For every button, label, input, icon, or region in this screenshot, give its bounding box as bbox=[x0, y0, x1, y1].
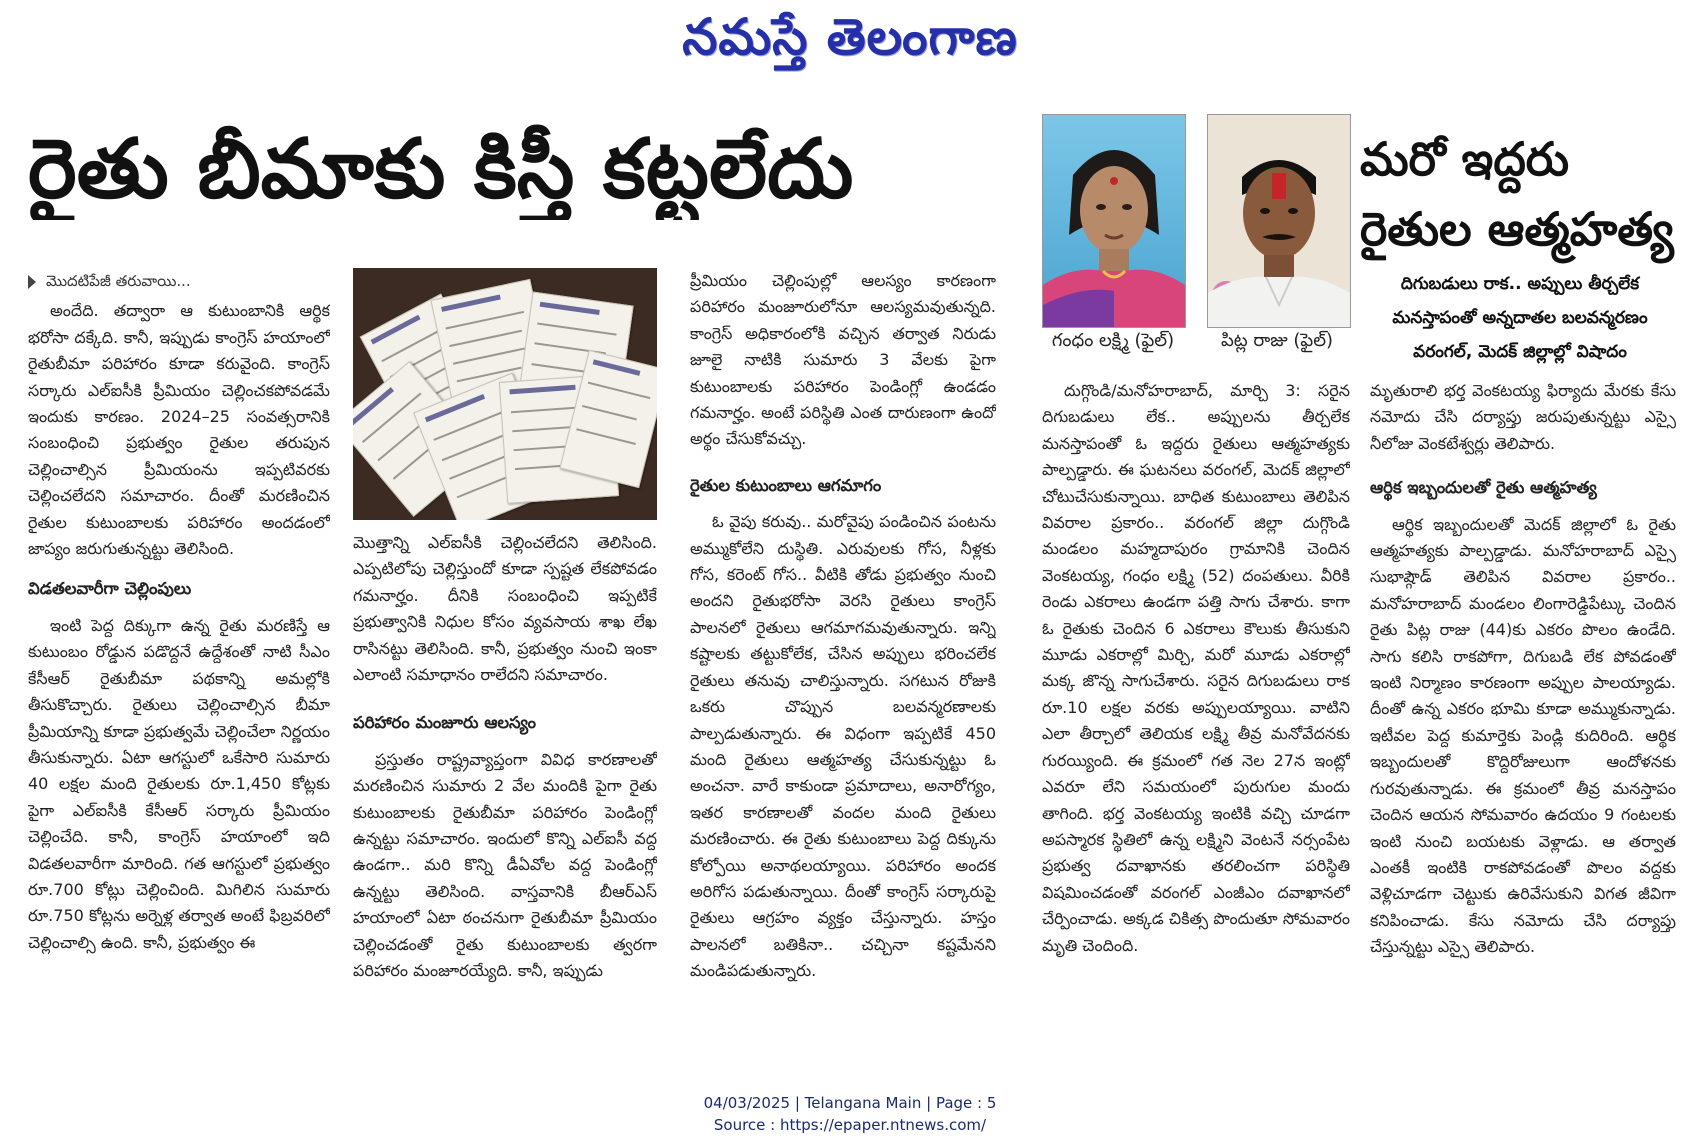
article-column-1 bbox=[28, 268, 330, 1068]
article-column-2 bbox=[353, 530, 657, 1070]
col3-paragraph-2: ఓ వైపు కరువు.. మరోవైపు పండించిన పంటను అమ్ముకోలేని దుస్థితి. ఎరువులకు గోస, నీళ్లకు గోస, కరెంట్ గోస.. వీటికి తోడు ప్రభుత్వం నుంచి అందని రైతుభరోసా వెరసి రైతులు కాంగ్రెస్ పాలనలో రైతులు ఆగమాగమవుతున్నారు. ఇన్ని కష్టాలకు తట్టుకోలేక, చేసిన అప్పులు భరించలేక రైతులు తనువు చాలిస్తున్నారు. సగటున రోజుకి ఒకరు చొప్పున బలవన్మరణాలకు పాల్పడుతున్నారు. ఈ విధంగా ఇప్పటికే 450 మంది రైతులు ఆత్మహత్య చేసుకున్నట్టు ఓ అంచనా. వారే కాకుండా ప్రమాదాలు, అనారోగ్యం, ఇతర కారణాలతో వందల మంది రైతులు మరణించారు. ఈ రైతు కుటుంబాలు పెద్ద దిక్కును కోల్పోయి అనాథలయ్యాయి. పరిహారం అందక అరిగోస పడుతున్నాయి. దీంతో కాంగ్రెస్ సర్కారుపై రైతులు ఆగ్రహం వ్యక్తం చేస్తున్నారు. హస్తం పాలనలో బతికినా.. చచ్చినా కష్టమేనని మండిపడుతున్నారు. bbox=[690, 512, 996, 981]
portrait-photo-raju bbox=[1207, 114, 1351, 328]
col5-subheading: ఆర్థిక ఇబ్బందులతో రైతు ఆత్మహత్య bbox=[1370, 478, 1597, 498]
continued-text: మొదటిపేజీ తరువాయి... bbox=[46, 272, 191, 290]
continue-arrow-icon bbox=[28, 275, 36, 289]
caption-raju: పిట్ల రాజు (ఫైల్) bbox=[1220, 330, 1334, 351]
woman-portrait-icon bbox=[1043, 115, 1185, 327]
documents-photo bbox=[353, 268, 657, 520]
footer-date-page: 04/03/2025 | Telangana Main | Page : 5 bbox=[703, 1094, 997, 1112]
side-headline-line2: రైతుల ఆత్మహత్య bbox=[1360, 202, 1674, 256]
continued-marker bbox=[28, 268, 330, 294]
article-column-5 bbox=[1370, 378, 1676, 1068]
col2-paragraph-2: ప్రస్తుతం రాష్ట్రవ్యాప్తంగా వివిధ కారణాలతో మరణించిన సుమారు 2 వేల మందికి పైగా రైతు కుటుంబాలకు రైతుబీమా పరిహారం పెండింగ్లో ఉన్నట్టు సమాచారం. ఇందులో కొన్ని ఎల్ఐసీ వద్ద ఉండగా.. మరి కొన్ని డీఏవోల వద్ద పెండింగ్లో ఉన్నట్టు తెలిసింది. వాస్తవానికి బీఆర్ఎస్ హయాంలో ఏటా ఠంచనుగా రైతుబీమా ప్రీమియం చెల్లించడంతో రైతు కుటుంబాలకు త్వరగా పరిహారం మంజూరయ్యేది. కానీ, ఇప్పుడు bbox=[353, 749, 657, 981]
col5-paragraph-1: మృతురాలి భర్త వెంకటయ్య ఫిర్యాదు మేరకు కేసు నమోదు చేసి దర్యాప్తు జరుపుతున్నట్టు ఎస్సై నీలోజు వెంకటేశ్వర్లు తెలిపారు. bbox=[1370, 381, 1676, 453]
side-subhead-1: దిగుబడులు రాక.. అప్పులు తీర్చలేక bbox=[1400, 274, 1640, 294]
masthead-logo: నమస్తే తెలంగాణ bbox=[682, 8, 1018, 66]
col3-paragraph-1: ప్రీమియం చెల్లింపుల్లో ఆలస్యం కారణంగా పరిహారం మంజూరులోనూ ఆలస్యమవుతున్నది. కాంగ్రెస్ అధికారంలోకి వచ్చిన తర్వాత నిరుడు జూలై నాటికి సుమారు 3 వేలకు పైగా కుటుంబాలకు పరిహారం పెండింగ్లో ఉండడం గమనార్హం. అంటే పరిస్థితి ఎంత దారుణంగా ఉందో అర్థం చేసుకోవచ్చు. bbox=[690, 271, 996, 449]
article-column-3 bbox=[690, 268, 996, 1068]
col1-paragraph-2: ఇంటి పెద్ద దిక్కుగా ఉన్న రైతు మరణిస్తే ఆ కుటుంబం రోడ్డున పడొద్దనే ఉద్దేశంతో నాటి సీఎం కేసీఆర్ రైతుబీమా పథకాన్ని అమల్లోకి తీసుకొచ్చారు. రైతులు చెల్లించాల్సిన బీమా ప్రీమియాన్ని కూడా ప్రభుత్వమే చెల్లించేలా నిర్ణయం తీసుకున్నారు. ఏటా ఆగస్టులో ఒకేసారి సుమారు 40 లక్షల మంది రైతులకు రూ.1,450 కోట్లకు పైగా ఎల్ఐసీకి కేసీఆర్ సర్కారు ప్రీమియం చెల్లించేది. కానీ, కాంగ్రెస్ హయాంలో ఇది విడతలవారీగా మారింది. గత ఆగస్టులో ప్రభుత్వం రూ.700 కోట్లు చెల్లించింది. మిగిలిన సుమారు రూ.750 కోట్లను అర్నెళ్ల తర్వాత అంటే ఫిబ్రవరిలో చెల్లించాల్సి ఉంది. కానీ, ప్రభుత్వం ఈ bbox=[28, 615, 330, 952]
man-portrait-icon bbox=[1208, 115, 1350, 327]
footer bbox=[0, 1092, 1700, 1136]
col1-subheading: విడతలవారీగా చెల్లింపులు bbox=[28, 579, 192, 599]
portrait-photo-lakshmi bbox=[1042, 114, 1186, 328]
side-subhead-2: మనస్తాపంతో అన్నదాతల బలవన్మరణం bbox=[1392, 308, 1648, 328]
footer-source[interactable]: Source : https://epaper.ntnews.com/ bbox=[713, 1116, 987, 1134]
side-subhead-3: వరంగల్, మెదక్ జిల్లాల్లో విషాదం bbox=[1413, 342, 1627, 362]
col4-paragraph-1: దుగ్గొండి/మనోహరాబాద్, మార్చి 3: సరైన దిగుబడులు లేక.. అప్పులను తీర్చలేక మనస్తాపంతో ఓ ఇద్దరు రైతులు ఆత్మహత్యకు పాల్పడ్డారు. ఈ ఘటనలు వరంగల్, మెదక్ జిల్లాలో చోటుచేసుకున్నాయి. బాధిత కుటుంబాలు తెలిపిన వివరాల ప్రకారం.. వరంగల్ జిల్లా దుగ్గొండి మండలం మహ్మదాపురం గ్రామానికి చెందిన వెంకటయ్య, గంధం లక్ష్మి (52) దంపతులు. వీరికి రెండు ఎకరాలు ఉండగా పత్తి సాగు చేశారు. కాగా ఓ రైతుకు చెందిన 6 ఎకరాలు కౌలుకు తీసుకుని మూడు ఎకరాల్లో మిర్చి, మరో మూడు ఎకరాల్లో మక్క జొన్న సాగుచేశారు. సరైన దిగుబడులు రాక రూ.10 లక్షల వరకు అప్పులయ్యాయి. వాటిని ఎలా తీర్చాలో తెలియక లక్ష్మి తీవ్ర మనోవేదనకు గురయ్యింది. ఈ క్రమంలో గత నెల 27న ఇంట్లో ఎవరూ లేని సమయంలో పురుగుల మందు తాగింది. భర్త వెంకటయ్య ఇంటికి వచ్చి చూడగా అపస్మారక స్థితిలో ఉన్న లక్ష్మిని వెంటనే నర్సంపేట ప్రభుత్వ దవాఖానకు తరలించగా పరిస్థితి విషమించడంతో వరంగల్ ఎంజీఎం దవాఖానలో చేర్పించాడు. అక్కడ చికిత్స పొందుతూ సోమవారం మృతి చెందింది. bbox=[1042, 381, 1350, 955]
col2-subheading: పరిహారం మంజూరు ఆలస్యం bbox=[353, 713, 537, 733]
article-column-4 bbox=[1042, 378, 1350, 1068]
side-headline-line1: మరో ఇద్దరు bbox=[1360, 132, 1569, 186]
caption-lakshmi: గంధం లక్ష్మి (ఫైల్) bbox=[1051, 330, 1175, 351]
col3-subheading: రైతుల కుటుంబాలు ఆగమాగం bbox=[690, 475, 882, 495]
col1-paragraph-1: అందేది. తద్వారా ఆ కుటుంబానికి ఆర్థిక భరోసా దక్కేది. కానీ, ఇప్పుడు కాంగ్రెస్ హయాంలో రైతుబీమా పరిహారం కూడా కరువైంది. కాంగ్రెస్ సర్కారు ఎల్ఐసీకి ప్రీమియం చెల్లించకపోవడమే ఇందుకు కారణం. 2024–25 సంవత్సరానికి సంబంధించి ప్రభుత్వం రైతుల తరుపున చెల్లించాల్సిన ప్రీమియంను ఇప్పటివరకు చెల్లించలేదని సమాచారం. దీంతో మరణించిన రైతుల కుటుంబాలకు పరిహారం అందడంలో జాప్యం జరుగుతున్నట్టు తెలిసింది. bbox=[28, 301, 330, 559]
main-headline: రైతు బీమాకు కిస్తీ కట్టలేదు bbox=[28, 122, 854, 217]
col5-paragraph-2: ఆర్థిక ఇబ్బందులతో మెదక్ జిల్లాలో ఓ రైతు ఆత్మహత్యకు పాల్పడ్డాడు. మనోహరాబాద్ ఎస్సై సుభాష్గౌడ్ తెలిపిన వివరాల ప్రకారం.. మనోహరాబాద్ మండలం లింగారెడ్డిపేట్కు చెందిన రైతు పిట్ల రాజు (44)కు ఎకరం పొలం ఉండేది. సాగు కలిసి రాకపోగా, దిగుబడి లేక పోవడంతో ఇంటి నిర్మాణం కారణంగా అప్పుల పాలయ్యాడు. దీంతో ఉన్న ఎకరం భూమి కూడా అమ్ముకున్నాడు. ఇటీవల పెద్ద కుమార్తెకు పెండ్లి కుదిరింది. ఆర్థిక ఇబ్బందులతో కొద్దిరోజులుగా ఆందోళనకు గురవుతున్నాడు. ఈ క్రమంలో తీవ్ర మనస్తాపం చెందిన ఆయన సోమవారం ఉదయం 9 గంటలకు ఇంటి నుంచి బయటకు వెళ్లాడు. ఆ తర్వాత ఎంతకీ ఇంటికి రాకపోవడంతో పొలం వద్దకు వెళ్లిచూడగా చెట్టుకు ఉరివేసుకుని విగత జీవిగా కనిపించాడు. కేసు నమోదు చేసి దర్యాప్తు చేస్తున్నట్టు ఎస్సై తెలిపారు. bbox=[1370, 514, 1676, 957]
col2-paragraph-1: మొత్తాన్ని ఎల్ఐసీకి చెల్లించలేదని తెలిసింది. ఎప్పటిలోపు చెల్లిస్తుందో కూడా స్పష్టత లేకపోవడం గమనార్హం. దీనికి సంబంధించి ఇప్పటికే ప్రభుత్వానికి నిధుల కోసం వ్యవసాయ శాఖ లేఖ రాసినట్టు తెలిసింది. కానీ, ప్రభుత్వం నుంచి ఇంకా ఎలాంటి సమాధానం రాలేదని సమాచారం. bbox=[353, 533, 657, 685]
